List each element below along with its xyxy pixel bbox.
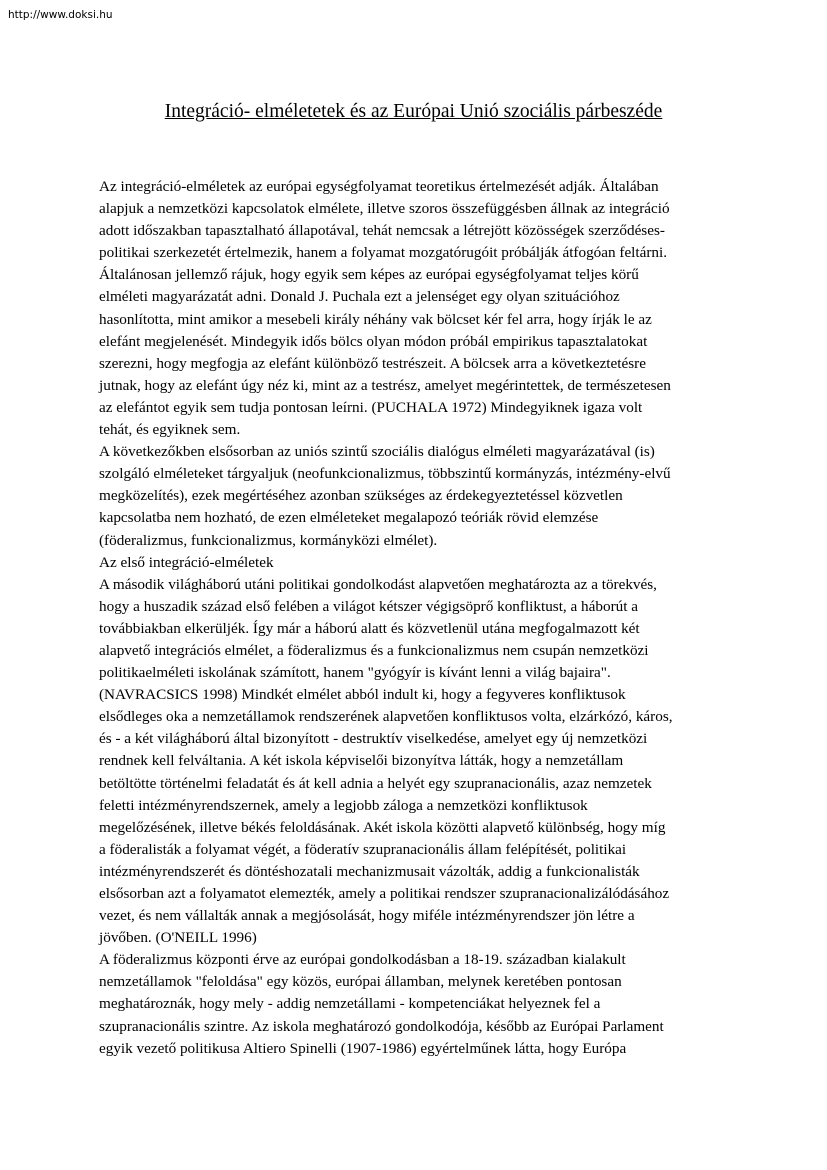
body-line: (NAVRACSICS 1998) Mindkét elmélet abból indult ki, hogy a fegyveres konfliktusok — [99, 686, 626, 704]
body-line: szupranacionális szintre. Az iskola meghatározó gondolkodója, később az Európai Parlament — [99, 1017, 664, 1035]
body-line: hogy a huszadik század első felében a világot kétszer végigsöprő konfliktust, a háborút a — [99, 597, 638, 615]
body-line: nemzetállamok "feloldása" egy közös, európai államban, melynek keretében pontosan — [99, 973, 622, 991]
body-line: meghatároznák, hogy mely - addig nemzetállami - kompetenciákat helyeznek fel a — [99, 995, 601, 1013]
body-line: jövőben. (O'NEILL 1996) — [99, 929, 257, 947]
source-url[interactable]: http://www.doksi.hu — [8, 9, 113, 21]
body-line: tehát, és egyiknek sem. — [99, 421, 241, 439]
body-line: Általánosan jellemző rájuk, hogy egyik sem képes az európai egységfolyamat teljes körű — [99, 266, 639, 284]
body-line: intézményrendszerét és döntéshozatali mechanizmusait vázolták, addig a funkcionalisták — [99, 862, 640, 880]
body-line: politikaelméleti iskolának számított, hanem "gyógyír is kívánt lenni a világ bajaira". — [99, 664, 611, 682]
body-line: kapcsolatba nem hozható, de ezen elméleteket megalapozó teóriák rövid elemzése — [99, 509, 599, 527]
body-line: továbbiakban elkerüljék. Így már a háború alatt és közvetlenül utána megfogalmazott két — [99, 619, 640, 637]
body-line: elefánt megjelenését. Mindegyik idős bölcs olyan módon próbál empirikus tapasztalatokat — [99, 332, 648, 350]
body-line: jutnak, hogy az elefánt úgy néz ki, mint az a testrész, amelyet megérintettek, de természetesen — [99, 376, 671, 394]
body-line: politikai szerkezetét értelmezik, hanem a folyamat mozgatórugóit próbálják átfogóan feltárni. — [99, 244, 668, 262]
body-line: hasonlította, mint amikor a mesebeli király néhány vak bölcset kér fel arra, hogy írják le az — [99, 310, 652, 328]
body-line: elméleti magyarázatát adni. Donald J. Puchala ezt a jelenséget egy olyan szituációhoz — [99, 288, 620, 306]
body-line: megelőzésének, illetve békés feloldásának. Akét iskola közötti alapvető különbség, hogy míg — [99, 818, 666, 836]
body-line: szolgáló elméleteket tárgyaljuk (neofunkcionalizmus, többszintű kormányzás, intézmény-elvű — [99, 465, 671, 483]
body-line: A második világháború utáni politikai gondolkodást alapvetően meghatározta az a törekvés, — [99, 575, 657, 593]
body-line: vezet, és nem vállalták annak a megjósolását, hogy miféle intézményrendszer jön létre a — [99, 907, 635, 925]
body-line: alapvető integrációs elmélet, a föderalizmus és a funkcionalizmus nem csupán nemzetközi — [99, 641, 649, 659]
document-body — [99, 176, 673, 1060]
body-line: megközelítés), ezek megértéséhez azonban szükséges az érdekegyeztetéssel közvetlen — [99, 487, 623, 505]
body-line: Az integráció-elméletek az európai egységfolyamat teoretikus értelmezését adják. Általában — [99, 178, 659, 195]
body-line: elsődleges oka a nemzetállamok rendszerének alapvetően konfliktusos volta, elzárkózó, káros, — [99, 708, 673, 726]
body-line: a föderalisták a folyamat végét, a föderatív szupranacionális állam felépítését, politikai — [99, 840, 627, 858]
body-line: szerezni, hogy megfogja az elefánt különböző testrészeit. A bölcsek arra a következtetésre — [99, 354, 646, 372]
body-line: A következőkben elsősorban az uniós szintű szociális dialógus elméleti magyarázatával (is) — [99, 443, 655, 461]
body-line: betöltötte történelmi feladatát és át kell adnia a helyét egy szupranacionális, azaz nemzetek — [99, 774, 652, 792]
body-line: adott időszakban tapasztalható állapotával, tehát nemcsak a létrejött közösségek szerződéses- — [99, 222, 665, 240]
body-line: A föderalizmus központi érve az európai gondolkodásban a 18-19. században kialakult — [99, 951, 626, 969]
body-line: (föderalizmus, funkcionalizmus, kormányközi elmélet). — [99, 531, 438, 549]
body-line: az elefántot egyik sem tudja pontosan leírni. (PUCHALA 1972) Mindegyiknek igaza volt — [99, 398, 643, 416]
body-line: egyik vezető politikusa Altiero Spinelli (1907-1986) egyértelműnek látta, hogy Európa — [99, 1039, 627, 1057]
body-line: rendnek kell felváltania. A két iskola képviselői bizonyítva látták, hogy a nemzetállam — [99, 752, 624, 770]
body-line: feletti intézményrendszernek, amely a legjobb záloga a nemzetközi konfliktusok — [99, 796, 588, 814]
document-title: Integráció- elméletetek és az Európai Unió szociális párbeszéde — [164, 101, 663, 122]
section-heading: Az első integráció-elméletek — [99, 553, 274, 571]
body-line: és - a két világháború által bizonyított - destruktív viselkedése, amelyet egy új nemzetközi — [99, 730, 648, 748]
body-line: alapjuk a nemzetközi kapcsolatok elmélete, illetve szoros összefüggésben állnak az integráció — [99, 200, 670, 218]
body-line: elsősorban azt a folyamatot elemezték, amely a politikai rendszer szupranacionalizálódásához — [99, 885, 670, 902]
